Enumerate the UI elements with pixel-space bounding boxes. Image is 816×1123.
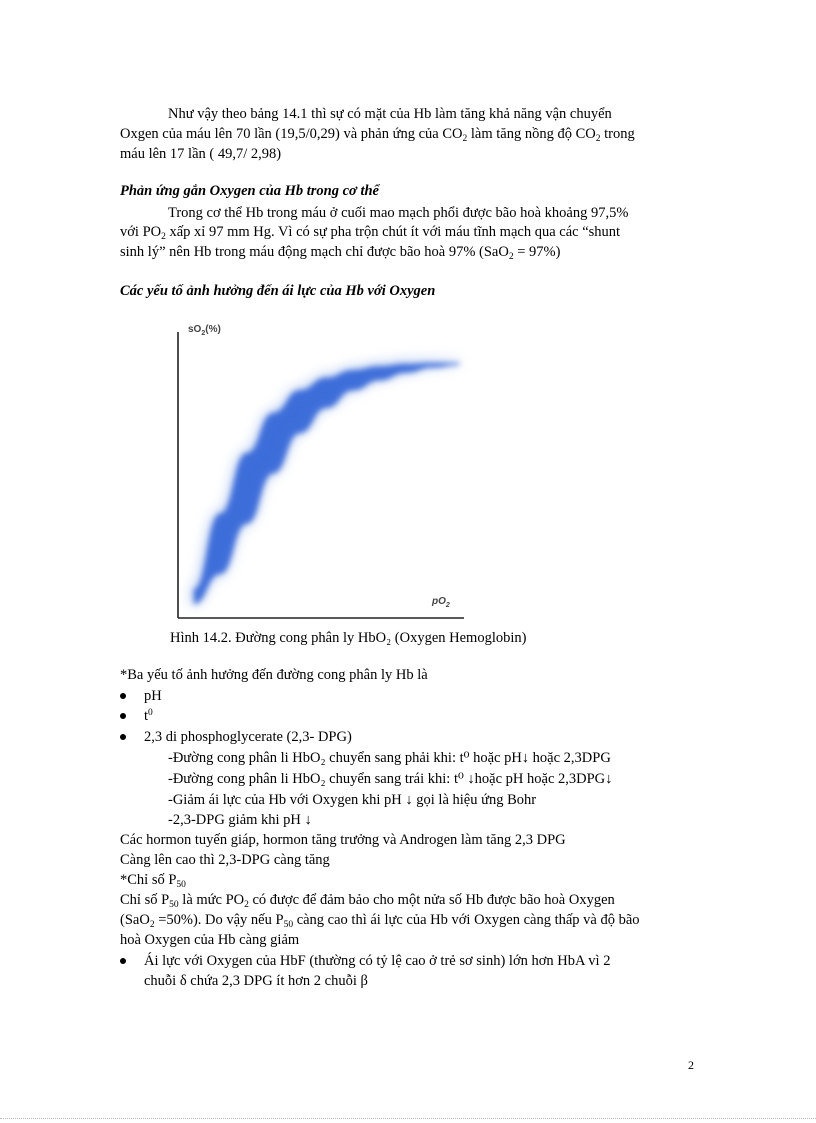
hormones-line: Các hormon tuyến giáp, hormon tăng trưởng và Androgen làm tăng 2,3 DPG	[120, 832, 566, 848]
shift-right-line: -Đường cong phân li HbO₂ chuyển sang phải khi: t⁰ hoặc pH↓ hoặc 2,3DPG	[168, 750, 611, 766]
para1-line3: máu lên 17 lần ( 49,7/ 2,98)	[120, 146, 282, 162]
altitude-line: Càng lên cao thì 2,3-DPG càng tăng	[120, 852, 330, 868]
page-bottom-rule	[0, 1118, 816, 1119]
para2-line2: với $PO_2$ xấp xỉ 97 mm Hg. Vì có sự pha trộn chút ít với máu tĩnh mạch qua các “shunt	[120, 224, 621, 242]
section-heading-affinity-factors: Các yếu tố ảnh hưởng đến ái lực của Hb với Oxygen	[120, 283, 436, 299]
page-number: 2	[688, 1058, 694, 1072]
dpg-line: -2,3-DPG giảm khi pH ↓	[168, 812, 312, 828]
para1-text: Như vậy theo bảng 14.1 thì sự có mặt của Hb làm tăng khả năng vận chuyển	[168, 106, 612, 122]
p50-heading: *Chỉ số $P_{50}$	[120, 872, 186, 890]
shift-left-line: -Đường cong phân li HbO₂ chuyển sang trái khi: t⁰ ↓hoặc pH hoặc 2,3DPG↓	[168, 771, 613, 787]
bohr-effect-line: -Giảm ái lực của Hb với Oxygen khi pH ↓ gọi là hiệu ứng Bohr	[168, 792, 537, 808]
oxygen-dissociation-chart	[170, 318, 470, 624]
y-axis-label: $sO_2(\%)$	[188, 324, 221, 337]
x-axis-label: $pO_2$	[432, 596, 450, 609]
para2-line3: sinh lý” nên Hb trong máu động mạch chỉ được bão hoà 97% (SaO$_2$ = 97%)	[120, 244, 561, 262]
para3-line1: Chỉ số $P_{50}$ là mức $PO_2$ có được để đảm bảo cho một nửa số Hb được bão hoà Oxygen	[120, 892, 615, 910]
para2-line1: Trong cơ thể Hb trong máu ở cuối mao mạch phổi được bão hoà khoảng 97,5%	[168, 205, 629, 221]
final-bullet-line2: chuỗi δ chứa 2,3 DPG ít hơn 2 chuỗi β	[144, 973, 368, 989]
section-heading-oxygen-binding: Phản ứng gắn Oxygen của Hb trong cơ thể	[120, 183, 379, 199]
para3-line3: hoà Oxygen của Hb càng giảm	[120, 932, 300, 948]
para3-line2: (SaO$_2$ =50%). Do vậy nếu $P_{50}$ càng cao thì ái lực của Hb với Oxygen càng thấp và độ bão	[120, 912, 640, 930]
figure-caption: Hình 14.2. Đường cong phân ly HbO₂ (Oxygen Hemoglobin)	[170, 630, 527, 646]
curve-band	[194, 363, 459, 604]
para1-line1	[168, 104, 696, 124]
para1-line2: Oxgen của máu lên 70 lần (19,5/0,29) và phản ứng của $CO_2$ làm tăng nồng độ $CO_2$ trong	[120, 126, 635, 144]
factors-intro: *Ba yếu tố ảnh hưởng đến đường cong phân ly Hb là	[120, 667, 428, 683]
